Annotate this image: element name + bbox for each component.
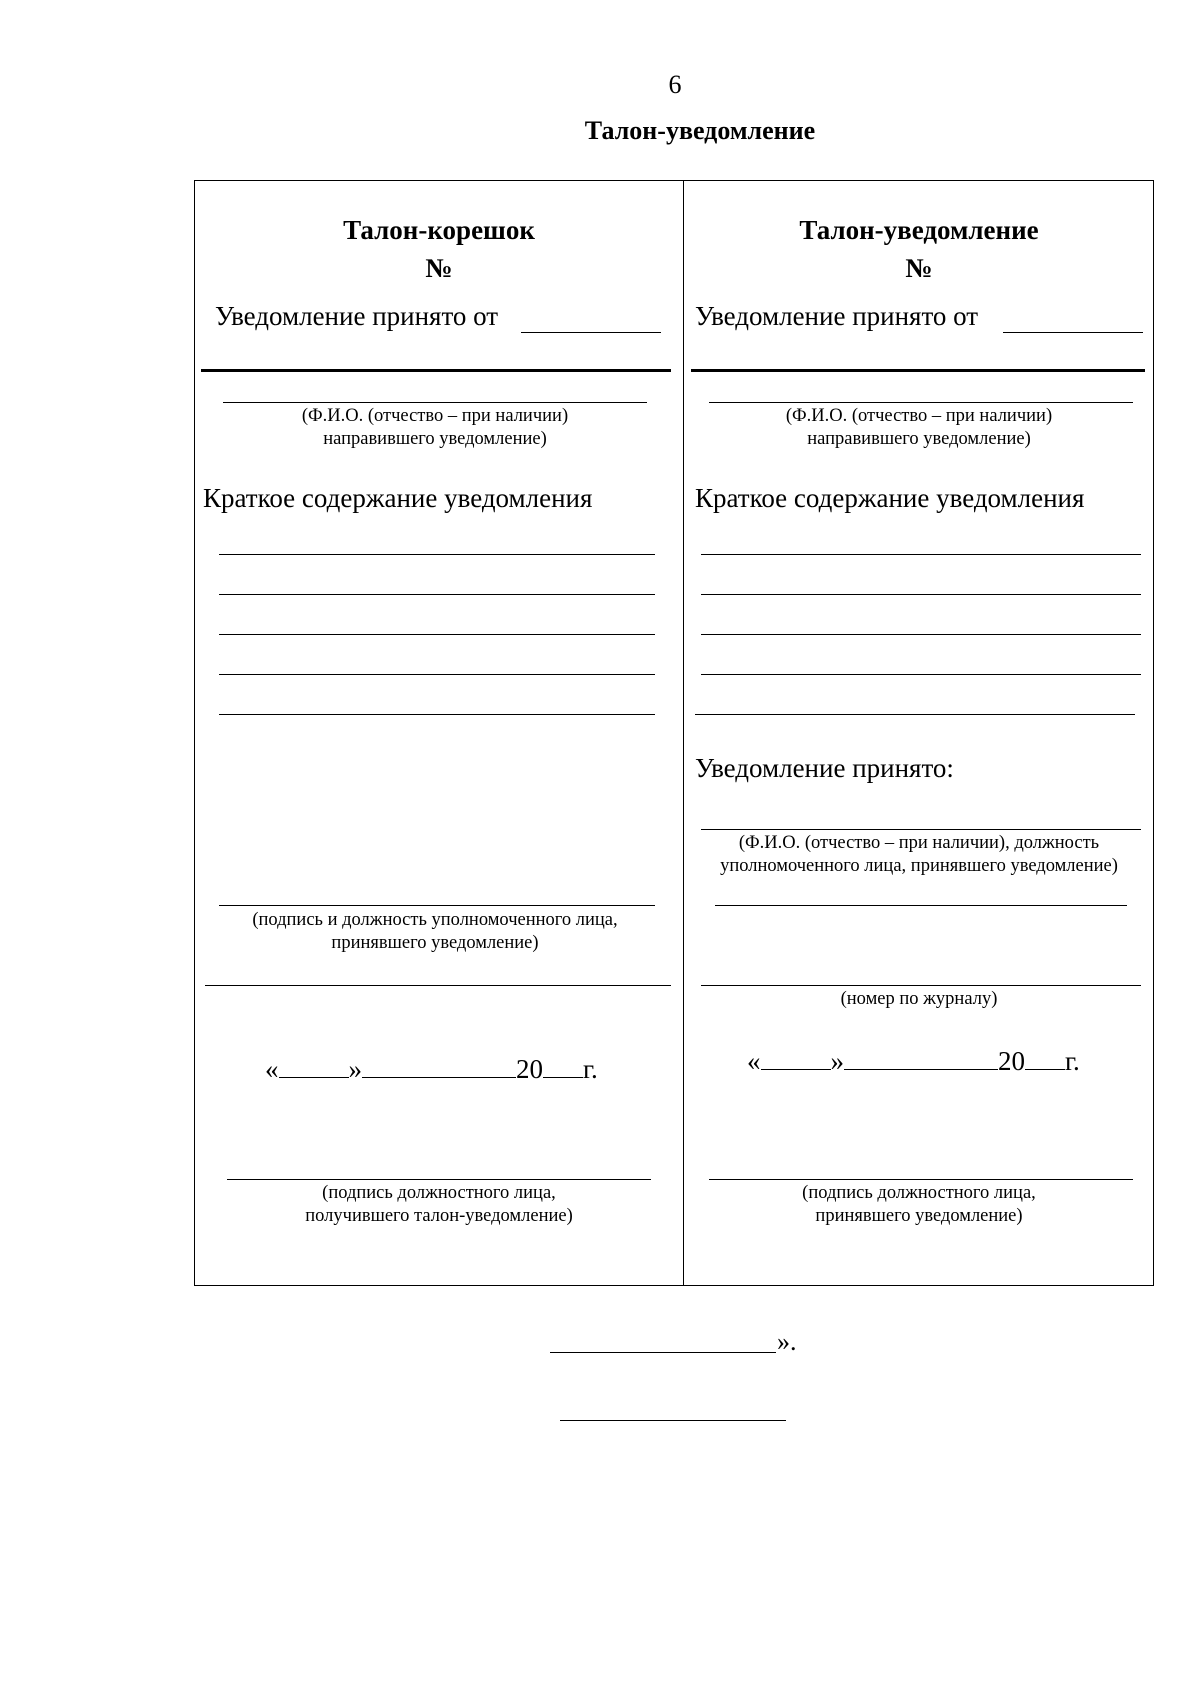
stub-received-from-label: Уведомление принято от	[215, 301, 499, 331]
stub-summary-line-3[interactable]	[219, 634, 655, 635]
notification-accepted-name-field[interactable]	[701, 829, 1141, 830]
footer-blank-line-2	[560, 1420, 786, 1421]
stub-column	[195, 181, 683, 1285]
notification-summary-line-3[interactable]	[701, 634, 1141, 635]
stub-number-sign: №	[425, 253, 453, 283]
notification-column	[685, 181, 1153, 1285]
notification-number-sign: №	[905, 253, 933, 283]
notification-summary-line-1[interactable]	[701, 554, 1141, 555]
notification-received-from-field[interactable]	[1003, 332, 1143, 333]
stub-heading: Талон-корешок	[343, 215, 535, 245]
notification-heading: Талон-уведомление	[799, 215, 1039, 245]
notification-sender-caption: (Ф.И.О. (отчество – при наличии) направившего уведомление)	[785, 406, 1053, 449]
stub-signature-caption: (подпись и должность уполномоченного лица, принявшего уведомление)	[252, 910, 618, 953]
notification-official-caption: (подпись должностного лица, принявшего уведомление)	[802, 1183, 1036, 1226]
notification-journal-number-field[interactable]	[701, 985, 1141, 986]
page-title: Талон-уведомление	[584, 116, 816, 145]
stub-summary-line-5[interactable]	[219, 714, 655, 715]
notification-summary-line-4[interactable]	[701, 674, 1141, 675]
footer-blank-line-1	[550, 1352, 776, 1353]
notification-received-from-label: Уведомление принято от	[695, 301, 979, 331]
stub-summary-line-1[interactable]	[219, 554, 655, 555]
stub-separator-line	[205, 985, 671, 986]
stub-signature-field[interactable]	[219, 905, 655, 906]
stub-official-signature-field[interactable]	[227, 1179, 651, 1180]
stub-sender-caption: (Ф.И.О. (отчество – при наличии) направившего уведомление)	[301, 406, 569, 449]
page-number: 6	[668, 70, 682, 99]
notification-accepted-caption: (Ф.И.О. (отчество – при наличии), должность уполномоченного лица, принявшего уведомление)	[720, 833, 1118, 876]
footer-closing-mark: ».	[777, 1327, 797, 1356]
notification-official-signature-field[interactable]	[709, 1179, 1133, 1180]
stub-sender-name-line	[223, 402, 647, 403]
stub-date-row[interactable]: « » 20 г.	[265, 1054, 598, 1084]
notification-sender-name-line	[709, 402, 1133, 403]
stub-official-caption: (подпись должностного лица, получившего талон-уведомление)	[305, 1183, 573, 1226]
stub-summary-label: Краткое содержание уведомления	[203, 483, 593, 513]
notification-date-row[interactable]: « » 20 г.	[747, 1046, 1080, 1076]
notification-summary-line-5[interactable]	[695, 714, 1135, 715]
notification-accepted-signature-field[interactable]	[715, 905, 1127, 906]
notification-form-table	[194, 180, 1154, 1286]
notification-summary-label: Краткое содержание уведомления	[695, 483, 1085, 513]
stub-sender-name-field[interactable]	[201, 369, 671, 372]
stub-summary-line-2[interactable]	[219, 594, 655, 595]
notification-sender-name-field[interactable]	[691, 369, 1145, 372]
stub-received-from-field[interactable]	[521, 332, 661, 333]
notification-accepted-label: Уведомление принято:	[695, 753, 954, 783]
stub-summary-line-4[interactable]	[219, 674, 655, 675]
notification-journal-caption: (номер по журналу)	[840, 989, 998, 1009]
notification-summary-line-2[interactable]	[701, 594, 1141, 595]
column-divider	[683, 181, 684, 1285]
